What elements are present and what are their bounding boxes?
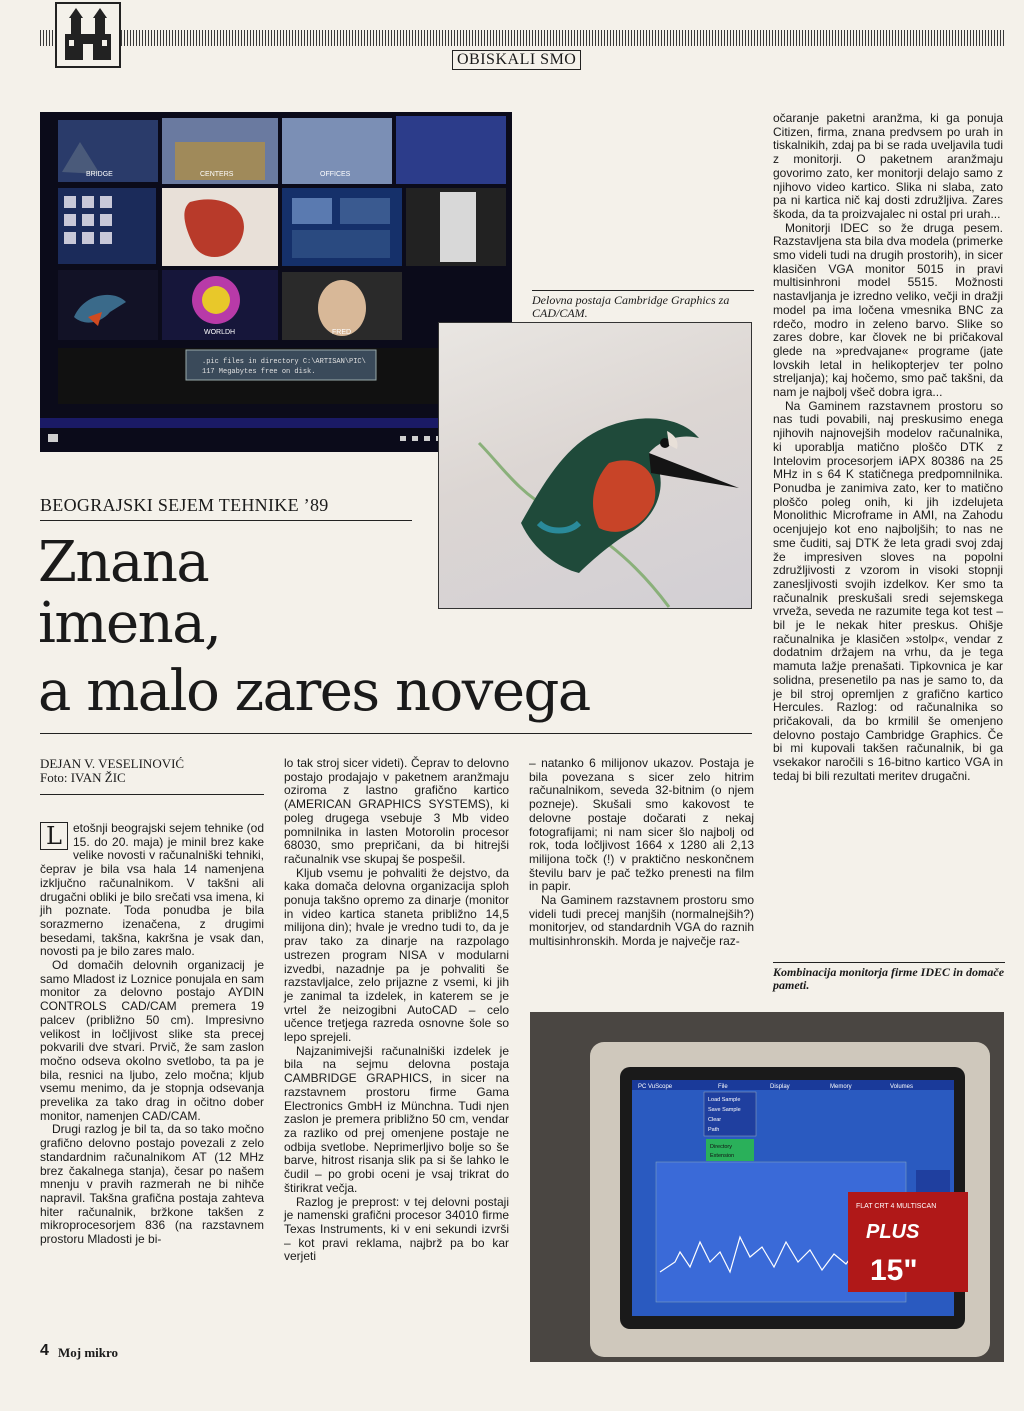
paragraph: Najzanimivejši računalniški izdelek je bila na sejmu delovna postaja CAMBRIDGE GRAPHICS, in sicer na razstavnem prostoru firme Gama Electronics GmbH iz Münchna. Tudi njen zaslon je premera približno 50 cm, vendar za razliko od prej omenjene postaje ne odbija svetlobe. Neprimerljivo bolje so še barve, hitrost risanja slik pa si še lahko le čudil – po grobi oceni je vsaj trikrat do štirikrat večja. [284, 1043, 509, 1195]
tile-label-fred: FRED [332, 329, 352, 336]
article-title-line-3: a malo zares novega [38, 659, 590, 724]
tile-label-offices: OFFICES [320, 171, 351, 178]
menu-item-load: Load Sample [708, 1097, 741, 1103]
paragraph: Od domačih delovnih organizacij je samo Mladost iz Loznice ponujala en sam monitor za delovno postajo AYDIN CONTROLS CAD/CAM premera 19 palcev (približno 50 cm). Impresivno velikost in ločljivost slike sta precej pokvarili dve stvari. Prvič, že sam zaslon močno odseva okolno svetlobo, ta pa je bila, resnici na ljubo, zelo močna; kljub vsemu menimo, da je stopnja odsevanja prevelika za tako drag in očitno dober monitor, namenjen CAD/CAM. [40, 958, 264, 1123]
publication-name: Moj mikro [58, 1345, 119, 1360]
castle-icon [57, 4, 119, 66]
tile-label-centers: CENTERS [200, 171, 234, 178]
menu-item-clear: Clear [708, 1117, 722, 1123]
paragraph: – natanko 6 milijonov ukazov. Postaja je bila povezana s sicer zelo hitrim računalnikom, seveda 32-bitnim (o njem pozneje). Skušali smo kakovost te delovne postaje dočarati z nekaj fotografijami; ni nam sicer šlo najbolj od rok, toda ločljivost 1664 x 1280 ali 2,13 milijona točk (!) v praktično neskončnem številu barv je pač težko prenesti na film in papir. [529, 756, 754, 894]
article-title-line-1: Znana [38, 530, 209, 595]
article-column-2 [284, 757, 509, 1264]
header-rule [40, 30, 1004, 46]
paragraph: Kljub vsemu je pohvaliti že dejstvo, da kaka domača delovna organizacija sploh ponuja takšno opremo za dinarje (monitor in video kartica staneta približno 14,5 milijona din); hvale je vredno tudi to, da je prav tako za dinarje na razpolago ustrezen program NISA v modularni izvedbi, nazadnje pa je pohvaliti še razstavljalce, zelo prijazne z vsemi, ki jih je zanimal ta izdelek, in katerem se je vrtel že neizogibni AutoCAD – celo učence tretjega razreda osnovne šole so lepo sprejeli. [284, 865, 509, 1045]
badge-multiscan: FLAT CRT 4 MULTISCAN [856, 1203, 937, 1210]
article-kicker: BEOGRAJSKI SEJEM TEHNIKE ’89 [40, 495, 412, 521]
popup-directory: Directory [710, 1144, 733, 1150]
paragraph: Monitorji IDEC so že druga pesem. Razstavljena sta bila dva modela (primerke smo videli tudi na drugih prostorih), in sicer klasičen VGA monitor 5015 in pravi multisinhroni model 5515. Možnosti nastavljanja je izredno veliko, večji in dražji model pa ima ločena vmesnika BNC za rdečo, modro in zeleno barvo. Slike so zares dobre, kar človek ne bi pričakoval glede na »predvajane« programe (jate lovskih letal in helikopterjev ter polno streljanja); kaj hočemo, smo pač takšni, da nam je najbolj všeč dobra igra... [773, 220, 1003, 400]
byline [40, 757, 264, 785]
screen-text-line2: 117 Megabytes free on disk. [202, 368, 316, 376]
tile-label-bridge: BRIDGE [86, 171, 113, 178]
menu-volumes: Volumes [890, 1084, 914, 1090]
page-number: 4 [40, 1342, 49, 1359]
magazine-logo [55, 2, 121, 68]
caption-photo-monitor: Kombinacija monitorja firme IDEC in domače pameti. [773, 962, 1005, 992]
popup-extension: Extension [710, 1153, 735, 1159]
paragraph: Na Gaminem razstavnem prostoru smo videli tudi precej manjših (normalnejših?) monitorjev, od standardnih VGA do raznih multisinhronskih. Morda je največje raz- [529, 893, 754, 949]
screen-text-line1: .pic files in directory C:\ARTISAN\PIC\ [202, 358, 366, 366]
tile-label-worldh: WORLDH [204, 329, 236, 336]
drop-cap: L [40, 822, 68, 850]
menu-item-path: Path [708, 1127, 720, 1133]
article-title-line-2: imena, [38, 591, 221, 656]
paragraph: Drugi razlog je bil ta, da so tako močno grafično delovno postajo povezali z zelo standardnim računalnikom AT (12 MHz brez čakalnega stanja), česar po našem mnenju v pravih razmerah ne bi nihče napravil. Takšna grafična postaja zahteva hiter računalnik, bržkone takšen z mikroprocesorjem 836 (na razstavnem prostoru Mladosti je bi- [40, 1122, 264, 1247]
paragraph: Razlog je preprost: v tej delovni postaji je namenski grafični procesor 34010 firme Texas Instruments, ki v eni sekundi izvrši – kot pravi reklama, najbrž pa bo kar verjeti [284, 1194, 509, 1264]
photo-credit: Foto: IVAN ŽIC [40, 770, 126, 785]
section-label: OBISKALI SMO [452, 50, 581, 70]
photo-idec-monitor [530, 1012, 1004, 1362]
menu-display: Display [770, 1084, 790, 1090]
menu-memory: Memory [830, 1084, 852, 1090]
title-rule [40, 733, 752, 734]
menu-vuscope: PC VuScope [638, 1084, 673, 1090]
photo-kingfisher-graphic [438, 322, 752, 609]
paragraph: Na Gaminem razstavnem prostoru so nas tudi povabili, naj preskusimo enega njihovih najnovejših modelov računalnika, ki uporablja matično ploščo DTK z Intelovim procesorjem iAPX 80386 na 25 MHz in s 64 K statičnega predpomnilnika. Ponudba je zanimiva zato, ker to matično ploščo poleg onih, ki jih izdelujeta Monolithic Microframe in AMI, na Zahodu ocenjujejo kot eno najboljših; to nas ne sme čuditi, saj DTK že leta gradi svoj zdaj že impresiven sloves na popolni združljivosti z vzorom in visoki stopnji zanesljivosti svojih izdelkov. Ker smo ta računalnik preskušali sredi sejemskega vrveža, seveda ne razumite tega kot test – bil je le nekak hiter preskus. Ohišje računalnika je klasičen »stolp«, vendar z dodatnim držajem na vrhu, da je tega mamuta lažje prenašati. Tipkovnica je kar solidna, presenetilo pa nas je samo to, da je bil stroj opremljen z grafično kartico Hercules. Razlog: od računalnika so pričakovali, da bo krmilil še omenjeno delovno postajo Cambridge Graphics. Če bi mi kupovali takšen računalnik, bi ga vsekakor naročili s 16-bitno kartico VGA in tedaj bi bili rezultati meritev drugačni. [773, 398, 1003, 783]
paragraph: L etošnji beograjski sejem tehnike (od 15. do 20. maja) je minil brez kake velike novosti v računalniški tehniki, čeprav je bila vsa hala 14 namenjena izključno računalnikom. V takšni ali drugačni obliki je bilo srečati vsa imena, ki jih poznate. Toda ponudba je bila sorazmerno izenačena, z drugimi besedami, takšna, kakršna je vsak dan, novosti pa je bilo zares malo. [40, 821, 264, 959]
badge-size: 15" [870, 1254, 918, 1287]
menu-file: File [718, 1084, 728, 1090]
author-name: DEJAN V. VESELINOVIĆ [40, 756, 185, 771]
menu-item-save: Save Sample [708, 1107, 741, 1113]
paragraph: lo tak stroj sicer videti). Čeprav to delovno postajo prodajajo v paketnem aranžmaju oziroma z lastno grafično kartico (AMERICAN GRAPHICS SYSTEMS), ki poleg drugega vsebuje 3 Mb video pomnilnika in lasten Motorolin procesor 68030, smo prepričani, da bi hitrejši računalnik vse skupaj še pospešil. [284, 756, 509, 866]
article-column-3 [529, 757, 754, 949]
badge-plus: PLUS [866, 1221, 920, 1243]
paragraph: očaranje paketni aranžma, ki ga ponuja Citizen, firma, znana predvsem po urah in tiskalnikih, zdaj pa bi se rada uveljavila tudi z monitorji. O paketnem aranžmaju govorimo zato, ker monitorji delajo samo z njihovo video kartico. Slika ni slaba, zato pa ni kartica nič kaj dosti združljiva. Zares škoda, da ta proizvajalec ni ostal pri urah... [773, 111, 1003, 221]
article-column-1 [40, 822, 264, 1247]
byline-rule [40, 794, 264, 795]
caption-photo-workstation: Delovna postaja Cambridge Graphics za CAD/CAM. [532, 290, 754, 320]
article-column-4 [773, 112, 1003, 783]
